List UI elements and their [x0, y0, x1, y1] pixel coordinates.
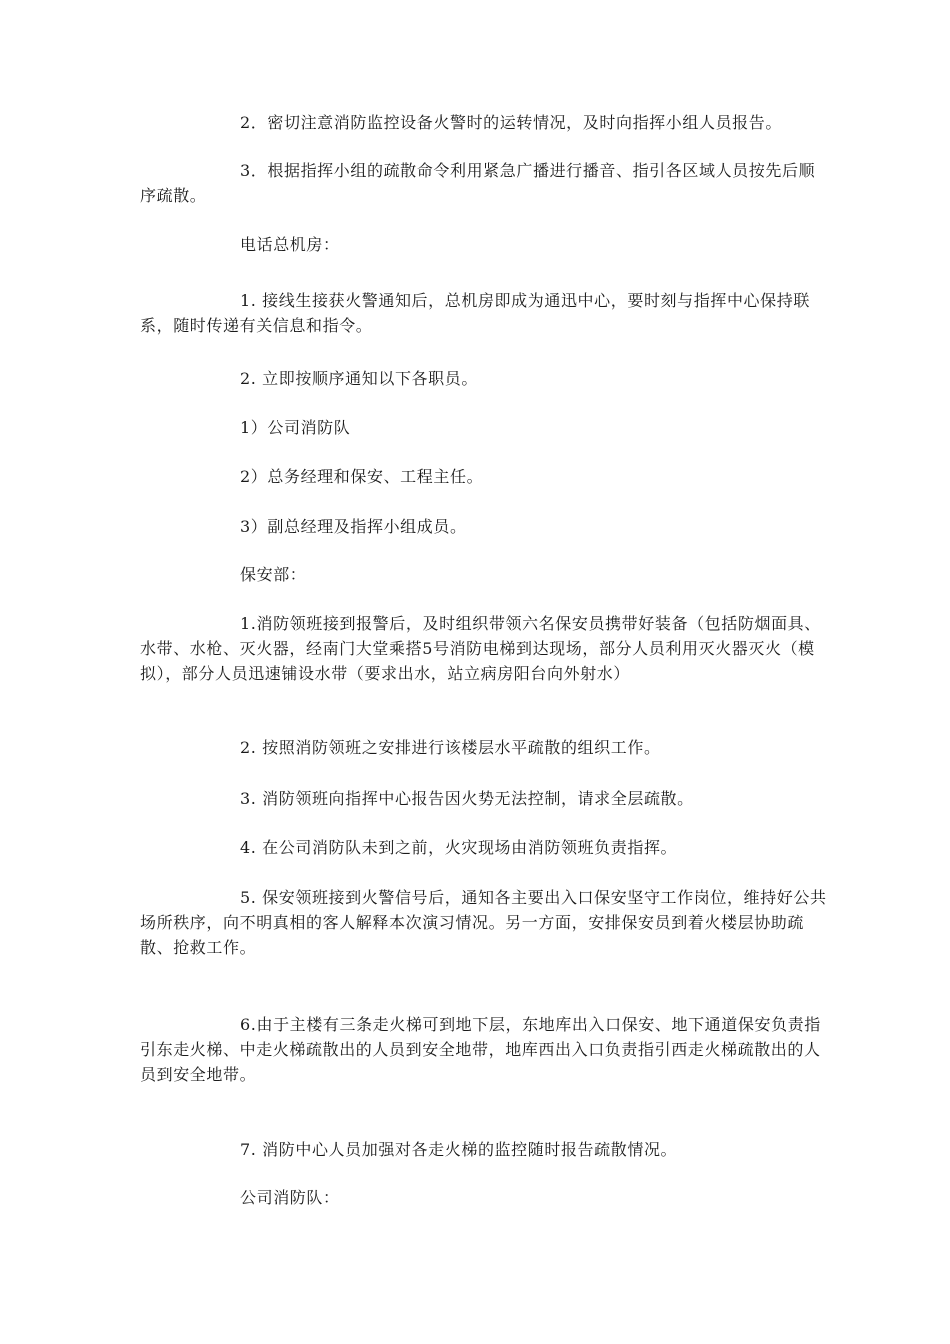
paragraph: 1）公司消防队	[240, 418, 351, 437]
paragraph: 1.消防领班接到报警后，及时组织带领六名保安员携带好装备（包括防烟面具、水带、水枪、灭火器，经南门大堂乘搭5号消防电梯到达现场，部分人员利用灭火器灭火（模拟），部分人员迅速铺设水带（要求出水，站立病房阳台向外射水）	[140, 614, 821, 683]
section-heading: 保安部：	[240, 565, 307, 584]
paragraph: 2．密切注意消防监控设备火警时的运转情况，及时向指挥小组人员报告。	[240, 113, 782, 132]
section-heading: 电话总机房：	[240, 235, 340, 254]
section-heading: 公司消防队：	[240, 1188, 340, 1207]
paragraph: 3）副总经理及指挥小组成员。	[240, 517, 467, 536]
paragraph: 2. 立即按顺序通知以下各职员。	[240, 369, 478, 388]
paragraph: 7. 消防中心人员加强对各走火梯的监控随时报告疏散情况。	[240, 1140, 678, 1159]
paragraph: 3．根据指挥小组的疏散命令利用紧急广播进行播音、指引各区域人员按先后顺序疏散。	[140, 161, 816, 205]
paragraph: 2. 按照消防领班之安排进行该楼层水平疏散的组织工作。	[240, 738, 661, 757]
paragraph: 6.由于主楼有三条走火梯可到地下层，东地库出入口保安、地下通道保安负责指引东走火梯、中走火梯疏散出的人员到安全地带，地库西出入口负责指引西走火梯疏散出的人员到安全地带。	[140, 1015, 821, 1084]
paragraph: 2）总务经理和保安、工程主任。	[240, 467, 484, 486]
paragraph: 5. 保安领班接到火警信号后，通知各主要出入口保安坚守工作岗位，维持好公共场所秩序，向不明真相的客人解释本次演习情况。另一方面，安排保安员到着火楼层协助疏散、抢救工作。	[140, 888, 827, 957]
paragraph: 1. 接线生接获火警通知后，总机房即成为通迅中心，要时刻与指挥中心保持联系，随时传递有关信息和指令。	[140, 291, 810, 335]
paragraph: 3. 消防领班向指挥中心报告因火势无法控制，请求全层疏散。	[240, 789, 694, 808]
paragraph: 4. 在公司消防队未到之前，火灾现场由消防领班负责指挥。	[240, 838, 678, 857]
